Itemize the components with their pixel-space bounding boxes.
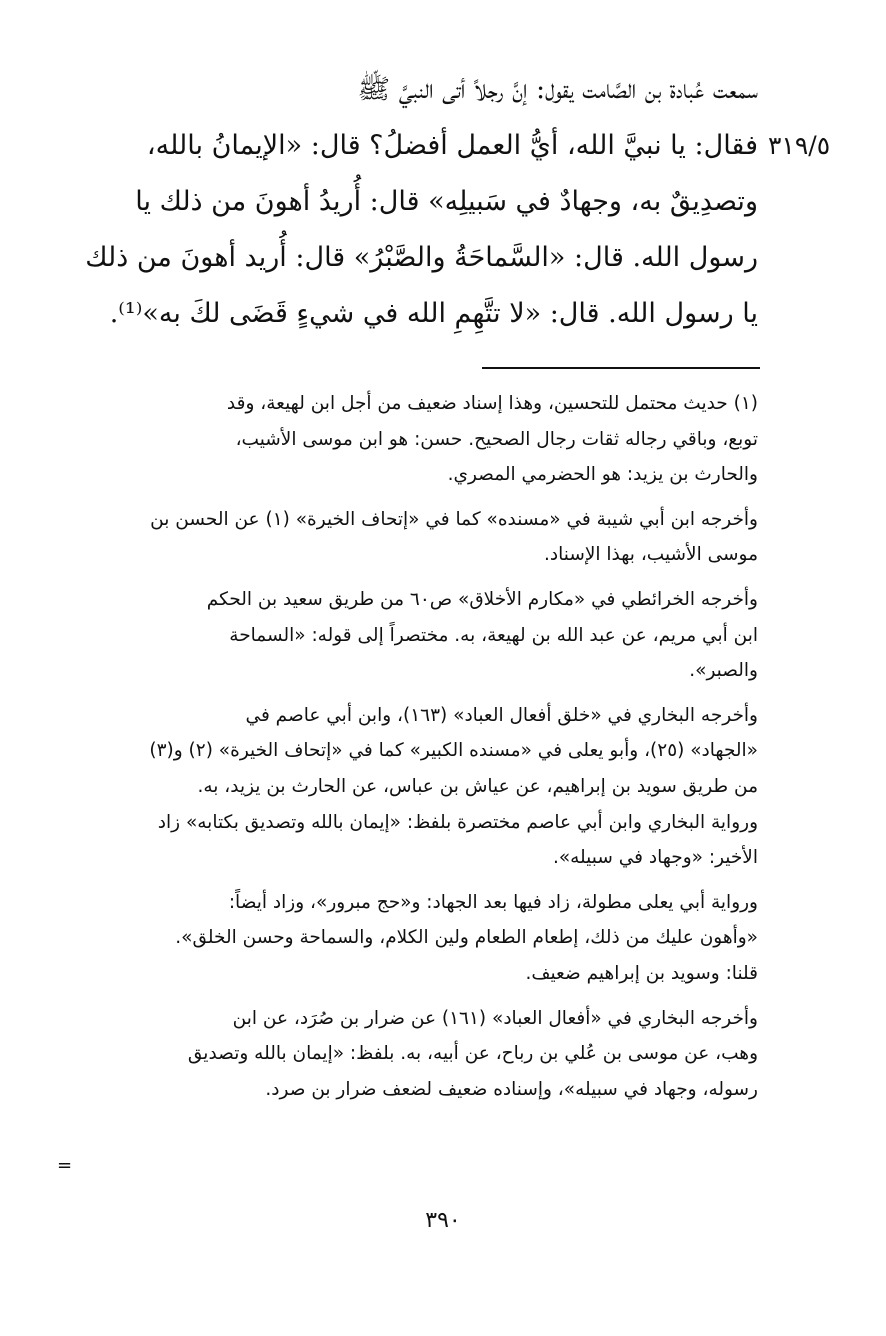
footnote-line: الأخير: «وجهاد في سبيله». <box>552 847 758 869</box>
footnote-line: رسوله، وجهاد في سبيله»، وإسناده ضعيف لضعف ضرار بن صرد. <box>265 1078 758 1100</box>
footnote-line: (١) حديث محتمل للتحسين، وهذا إسناد ضعيف من أجل ابن لهيعة، وقد <box>226 393 758 414</box>
hadith-text-line: وتصدِيقٌ به، وجهادٌ في سَبيلِه» قال: أُريدُ أهونَ من ذلك يا <box>135 186 758 217</box>
footnote-line: وأخرجه الخرائطي في «مكارم الأخلاق» ص٦٠ من طريق سعيد بن الحكم <box>206 588 758 610</box>
footnote-line: ورواية أبي يعلى مطولة، زاد فيها بعد الجهاد: و«حج مبرور»، وزاد أيضاً: <box>228 891 758 913</box>
footnote-paragraph <box>52 1001 758 1108</box>
footnote-paragraph <box>52 502 758 573</box>
footnote-line: موسى الأشيب، بهذا الإسناد. <box>544 544 758 566</box>
footnote-paragraph <box>52 582 758 689</box>
footnote-paragraph <box>52 885 758 992</box>
footnote-line: قلنا: وسويد بن إبراهيم ضعيف. <box>525 962 758 984</box>
hadith-text <box>52 62 758 342</box>
hadith-reference-number: ٣١٩/٥ <box>768 131 831 160</box>
footnote-line: ابن أبي مريم، عن عبد الله بن لهيعة، به. مختصراً إلى قوله: «السماحة <box>229 624 758 646</box>
footnote-divider <box>482 367 760 369</box>
footnote-line: «وأهون عليك من ذلك، إطعام الطعام ولين الكلام، والسماحة وحسن الخلق». <box>175 927 758 949</box>
footnote-line: توبع، وباقي رجاله ثقات رجال الصحيح. حسن: هو ابن موسى الأشيب، <box>235 428 758 450</box>
hadith-text-line: رسول الله. قال: «السَّماحَةُ والصَّبْرُ» قال: أُريد أهونَ من ذلك <box>85 242 758 273</box>
hadith-text-line: يا رسول الله. قال: «لا تتَّهِمِ الله في شيءٍ قَضَى لكَ به»⁽¹⁾. <box>109 298 758 329</box>
page-number: ٣٩٠ <box>425 1208 461 1233</box>
footnote-line: ورواية البخاري وابن أبي عاصم مختصرة بلفظ: «إيمان بالله وتصديق بكتابه» زاد <box>157 811 758 833</box>
footnote-line: من طريق سويد بن إبراهيم، عن عياش بن عباس، عن الحارث بن يزيد، به. <box>197 775 758 797</box>
hadith-text-line: سمعت عُبادة بن الصَّامت يقول: إنَّ رجلاً أتى النبيَّ ﷺ <box>357 74 758 105</box>
hadith-text-line: فقال: يا نبيَّ الله، أيُّ العمل أفضلُ؟ قال: «الإيمانُ بالله، <box>146 130 758 161</box>
footnote-line: وأخرجه ابن أبي شيبة في «مسنده» كما في «إتحاف الخيرة» (١) عن الحسن بن <box>150 508 758 530</box>
footnote-line: وأخرجه البخاري في «خلق أفعال العباد» (١٦٣)، وابن أبي عاصم في <box>245 704 758 726</box>
footnote-line: وهب، عن موسى بن عُلي بن رباح، عن أبيه، به. بلفظ: «إيمان بالله وتصديق <box>187 1043 758 1065</box>
continuation-mark: = <box>57 1155 73 1176</box>
footnote-line: وأخرجه البخاري في «أفعال العباد» (١٦١) عن ضرار بن صُرَد، عن ابن <box>232 1007 758 1029</box>
footnote-line: والحارث بن يزيد: هو الحضرمي المصري. <box>447 464 758 486</box>
footnote-line: «الجهاد» (٢٥)، وأبو يعلى في «مسنده الكبير» كما في «إتحاف الخيرة» (٢) و(٣) <box>149 740 758 762</box>
footnote-paragraph <box>52 698 758 876</box>
footnote-paragraph <box>52 386 758 493</box>
footnote-line: والصبر». <box>689 660 758 682</box>
footnotes <box>52 386 758 1116</box>
